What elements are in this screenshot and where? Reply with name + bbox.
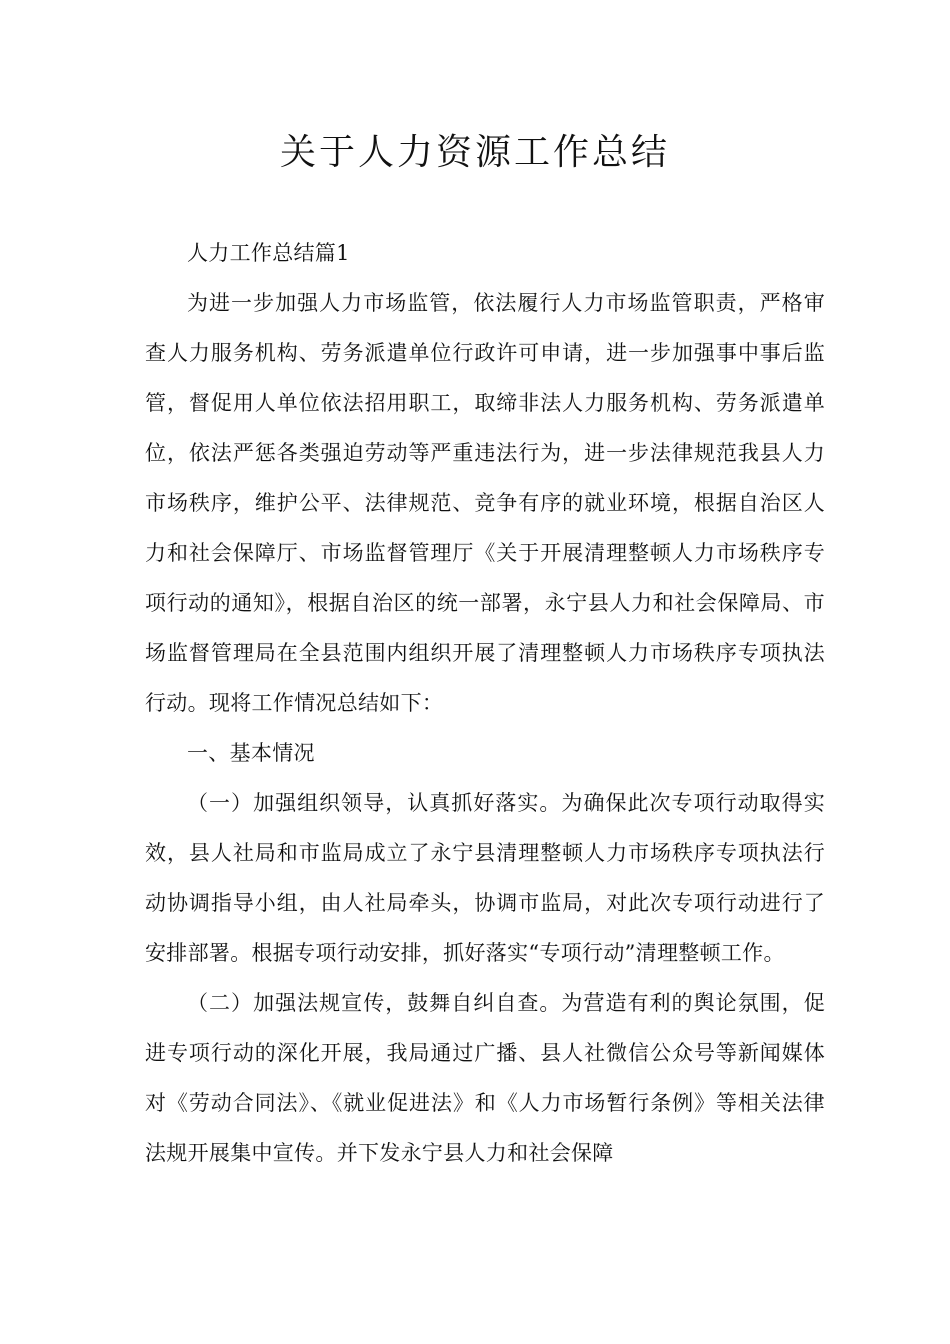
document-body [145, 228, 825, 1178]
paragraph-intro: 为进一步加强人力市场监管，依法履行人力市场监管职责，严格审查人力服务机构、劳务派遣单位行政许可申请，进一步加强事中事后监管，督促用人单位依法招用职工，取缔非法人力服务机构、劳务派遣单位，依法严惩各类强迫劳动等严重违法行为，进一步法律规范我县人力市场秩序，维护公平、法律规范、竞争有序的就业环境，根据自治区人力和社会保障厅、市场监督管理厅《关于开展清理整顿人力市场秩序专项行动的通知》，根据自治区的统一部署，永宁县人力和社会保障局、市场监督管理局在全县范围内组织开展了清理整顿人力市场秩序专项执法行动。现将工作情况总结如下： [145, 291, 825, 715]
paragraph-publicity: （二）加强法规宣传，鼓舞自纠自查。为营造有利的舆论氛围，促进专项行动的深化开展，我局通过广播、县人社微信公众号等新闻媒体对《劳动合同法》、《就业促进法》和《人力市场暂行条例》等相关法律法规开展集中宣传。并下发永宁县人力和社会保障 [145, 991, 825, 1165]
section-title: 人力工作总结篇1 [187, 241, 350, 265]
document-title: 关于人力资源工作总结 [279, 132, 670, 173]
paragraph-organization: （一）加强组织领导，认真抓好落实。为确保此次专项行动取得实效，县人社局和市监局成立了永宁县清理整顿人力市场秩序专项执法行动协调指导小组，由人社局牵头，协调市监局，对此次专项行动进行了安排部署。根据专项行动安排，抓好落实“专项行动”清理整顿工作。 [145, 791, 825, 965]
heading-basic-situation: 一、基本情况 [187, 741, 315, 765]
